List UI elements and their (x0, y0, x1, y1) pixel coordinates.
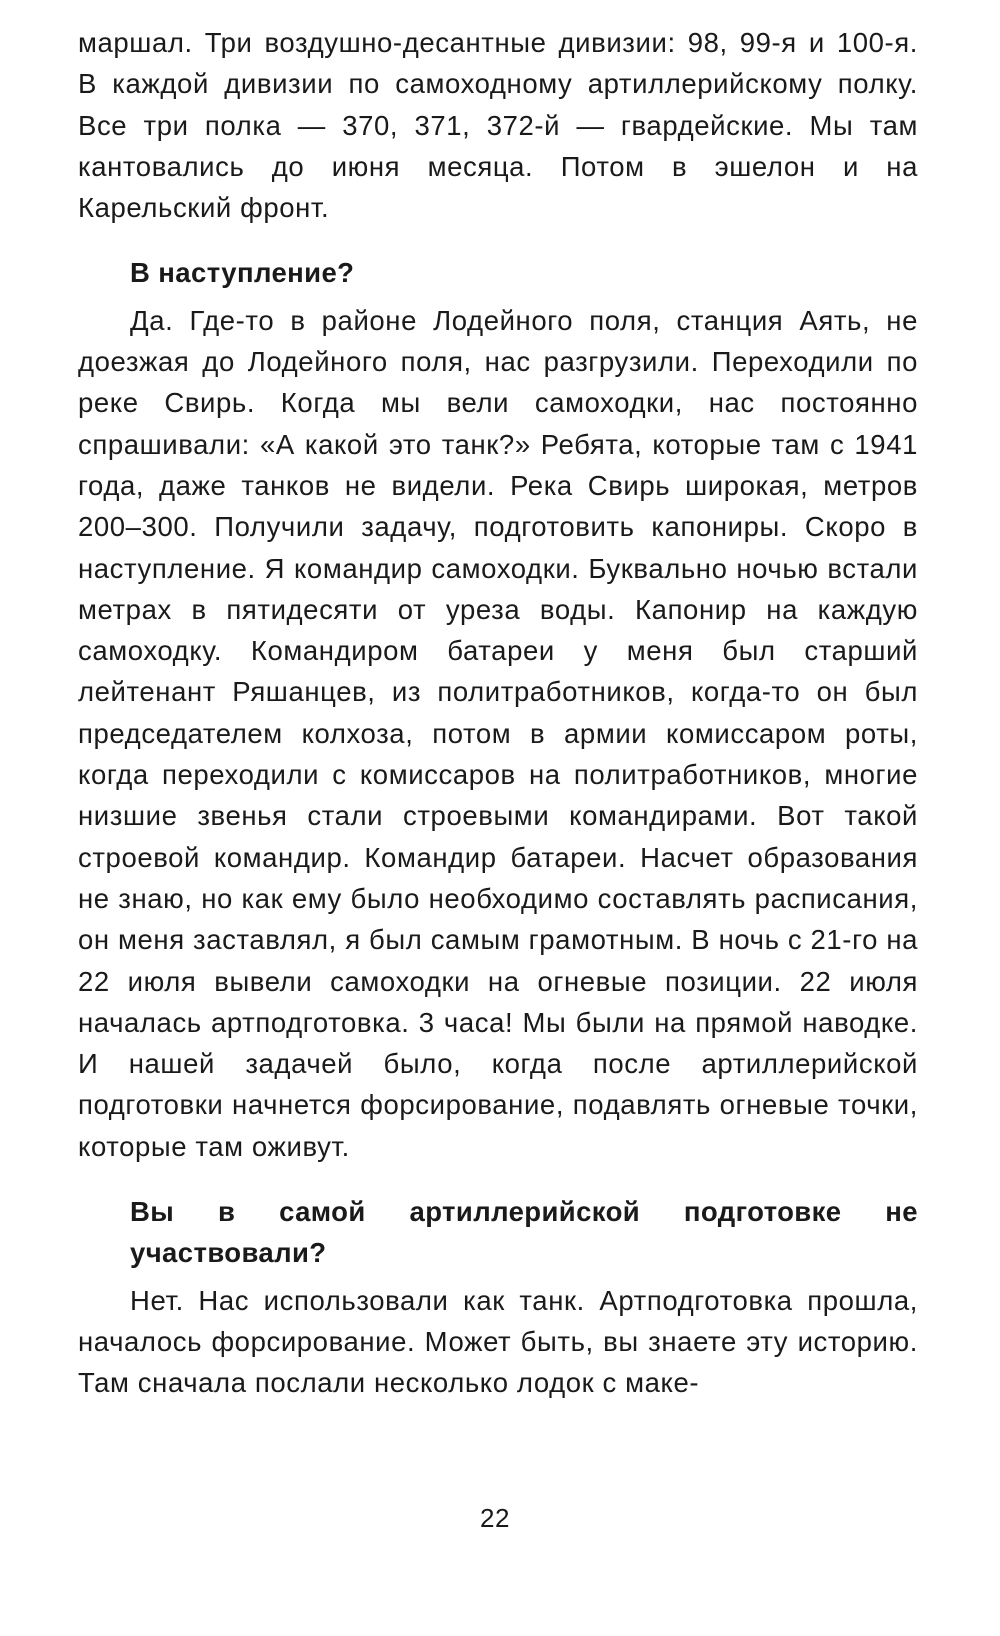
book-page (78, 22, 918, 1404)
paragraph-answer-artillery: Нет. Нас использовали как танк. Артподготовка прошла, началось форсирование. Может быть, вы знаете эту историю. Там сначала послали несколько лодок с маке- (78, 1284, 918, 1399)
paragraph-answer-offensive: Да. Где-то в районе Лодейного поля, станция Аять, не доезжая до Лодейного поля, нас разгрузили. Переходили по реке Свирь. Когда мы вели самоходки, нас постоянно спрашивали: «А какой это танк?» Ребята, которые там с 1941 года, даже танков не видели. Река Свирь широкая, метров 200–300. Получили задачу, подготовить капониры. Скоро в наступление. Я командир самоходки. Буквально ночью встали метрах в пятидесяти от уреза воды. Капонир на каждую самоходку. Командиром батареи у меня был старший лейтенант Ряшанцев, из политработников, когда-то он был председателем колхоза, потом в армии комиссаром роты, когда переходили с комиссаров на политработников, многие низшие звенья стали строевыми командирами. Вот такой строевой командир. Командир батареи. Насчет образования не знаю, но как ему было необходимо составлять расписания, он меня заставлял, я был самым грамотным. В ночь с 21-го на 22 июля вывели самоходки на огневые позиции. 22 июля началась артподготовка. 3 часа! Мы были на прямой наводке. И нашей задачей было, когда после артиллерийской подготовки начнется форсирование, подавлять огневые точки, которые там оживут. (78, 304, 918, 1162)
paragraph-intro: маршал. Три воздушно-десантные дивизии: 98, 99-я и 100-я. В каждой дивизии по самоходному артиллерийскому полку. Все три полка — 370, 371, 372-й — гвардейские. Мы там кантовались до июня месяца. Потом в эшелон и на Карельский фронт. (78, 27, 918, 224)
question-heading-artillery: Вы в самой артиллерийской подготовке не участвовали? (130, 1196, 918, 1269)
question-heading-offensive: В наступление? (130, 257, 355, 289)
page-number: 22 (480, 1503, 510, 1533)
